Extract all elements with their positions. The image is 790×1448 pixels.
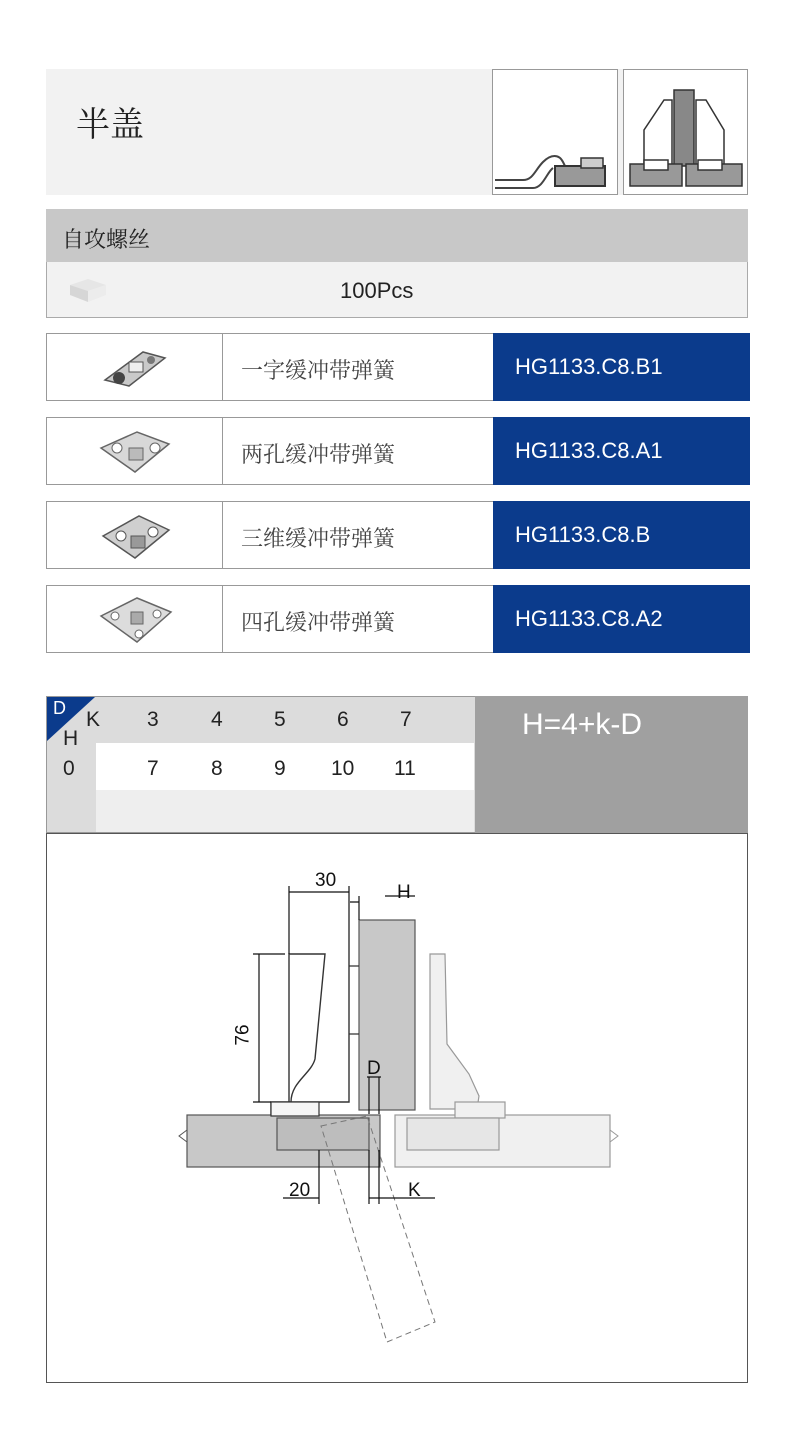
corner-k-label: K [86,708,101,731]
h-value: 8 [211,757,223,780]
product-code: HG1133.C8.B1 [493,333,750,401]
dimension-h: H [397,882,411,903]
dimension-d: D [367,1058,381,1079]
d-value: 0 [63,757,75,780]
pack-quantity: 100Pcs [340,278,414,303]
overlay-front-thumbnail [623,69,748,195]
page-title: 半盖 [76,106,144,144]
mounting-plate-icon [47,334,222,402]
k-value: 7 [400,708,412,731]
corner-h-label: H [63,727,79,750]
hinge-drawing [47,834,747,1382]
mounting-plate-image [47,418,223,484]
table-empty-row [96,790,474,832]
overlay-thumbnail [492,69,618,195]
corner-d-label: D [53,698,66,718]
product-row [46,501,748,569]
product-row [46,585,748,653]
dimension-76: 76 [232,1024,254,1046]
product-code: HG1133.C8.A2 [493,585,750,653]
mounting-plate-image [47,586,223,652]
mounting-plate-image [47,502,223,568]
box-icon [66,275,110,310]
h-value: 10 [331,757,355,780]
formula-text: H=4+k-D [522,708,643,741]
k-value: 4 [211,708,223,731]
h-value: 7 [147,757,159,780]
product-row [46,417,748,485]
mounting-plate-icon [47,418,222,486]
dimension-30: 30 [315,870,337,891]
product-row [46,333,748,401]
product-name: 三维缓冲带弹簧 [241,526,396,551]
product-name: 四孔缓冲带弹簧 [241,610,396,635]
mounting-plate-icon [47,586,222,654]
h-value: 11 [394,757,416,780]
k-value: 5 [274,708,286,731]
installation-diagram [46,833,748,1383]
k-value: 3 [147,708,159,731]
product-name: 两孔缓冲带弹簧 [241,442,396,467]
screw-label: 自攻螺丝 [62,227,151,252]
k-value: 6 [337,708,349,731]
h-value: 9 [274,757,286,780]
product-code: HG1133.C8.A1 [493,417,750,485]
product-name: 一字缓冲带弹簧 [241,358,396,383]
screw-bar [46,209,748,262]
dimension-20: 20 [289,1180,311,1201]
hinge-side-icon [493,70,617,194]
product-code: HG1133.C8.B [493,501,750,569]
dimension-k: K [408,1180,421,1201]
hinge-front-icon [624,70,747,194]
mounting-plate-icon [47,502,222,570]
mounting-plate-image [47,334,223,400]
